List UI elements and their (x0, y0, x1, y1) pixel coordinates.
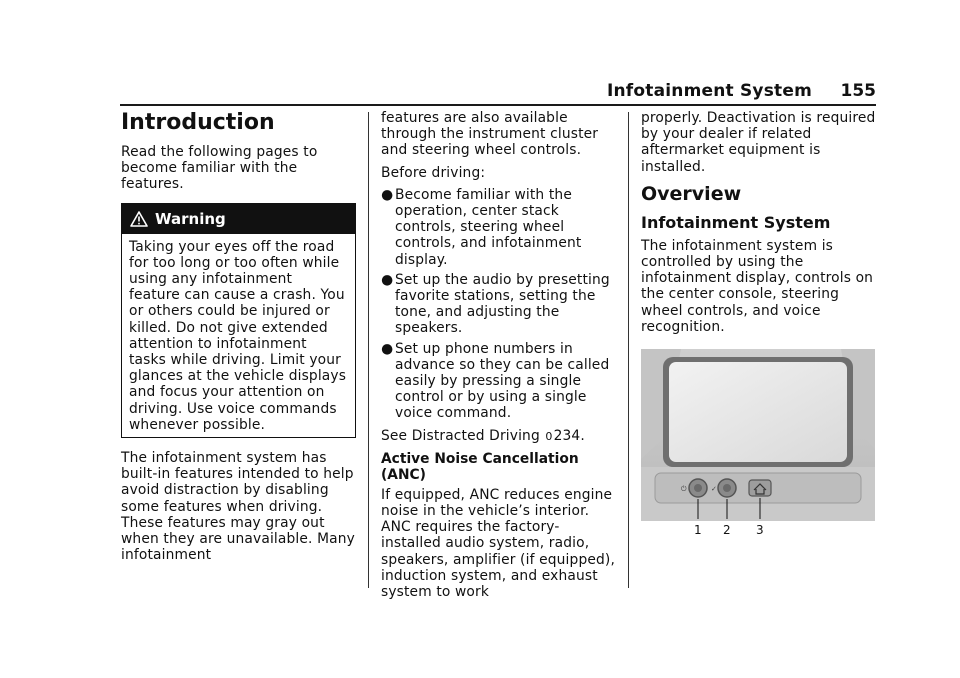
page-number: 155 (840, 81, 876, 101)
callout-2: 2 (723, 523, 731, 538)
column-divider (368, 112, 369, 588)
callout-1: 1 (694, 523, 702, 538)
infotainment-description: The infotainment system is controlled by using the infotainment display, controls on the center console, steering wheel controls, and voice recognition. (641, 237, 874, 335)
infotainment-illustration (641, 349, 875, 521)
bullet-icon: ● (381, 186, 394, 203)
column-2 (381, 110, 617, 606)
see-text[interactable]: See Distracted Driving (381, 427, 540, 444)
list-item (381, 187, 617, 268)
bullet-icon: ● (381, 340, 394, 357)
warning-text: Taking your eyes off the road for too long or too often while using any infotainment feature can cause a crash. You or others could be injured or killed. Do not give extended attention to infotainment tasks while driving. Limit your glances at the vehicle displays and focus your attention on driving. Use voice commands whenever possible. (129, 238, 347, 433)
warning-label: Warning (155, 209, 226, 228)
see-page[interactable]: 234. (553, 427, 585, 444)
distraction-paragraph: The infotainment system has built-in features intended to help avoid distraction by disabling some features when driving. These features may gray out when they are unavailable. Many infotainment (121, 450, 355, 564)
infotainment-display (669, 362, 847, 462)
warning-triangle-icon (130, 211, 148, 227)
warning-header (122, 204, 355, 234)
before-driving-list (381, 187, 617, 422)
column-1 (121, 110, 357, 569)
anc-paragraph: If equipped, ANC reduces engine noise in the vehicle’s interior. ANC requires the factory-installed audio system, radio, speakers, amplifier (if equipped), induction system, and exhaust system to work (381, 486, 615, 601)
infotainment-subheading: Infotainment System (641, 212, 831, 232)
bullet-icon: ● (381, 271, 394, 288)
list-item-text: Set up phone numbers in advance so they can be called easily by pressing a single control or by using a single voice command. (395, 340, 610, 422)
callout-3: 3 (756, 523, 764, 538)
features-paragraph: features are also available through the instrument cluster and steering wheel controls. (381, 110, 599, 159)
introduction-heading: Introduction (121, 110, 275, 135)
list-item-text: Set up the audio by presetting favorite stations, setting the tone, and adjusting the speakers. (395, 271, 610, 337)
deactivation-paragraph: properly. Deactivation is required by your dealer if related aftermarket equipment is installed. (641, 110, 876, 175)
intro-paragraph: Read the following pages to become familiar with the features. (121, 144, 318, 193)
page-reference-icon: 0 (545, 429, 553, 443)
see-reference (381, 428, 617, 445)
column-3 (641, 110, 877, 537)
overview-heading: Overview (641, 182, 742, 205)
section-title: Infotainment System (606, 81, 812, 101)
warning-body (122, 234, 355, 437)
infotainment-figure (641, 349, 875, 537)
list-item-text: Become familiar with the operation, center stack controls, steering wheel controls, and infotainment display. (395, 186, 582, 268)
column-divider (628, 112, 629, 588)
svg-text:✓: ✓ (711, 485, 717, 494)
svg-text:⏻: ⏻ (681, 485, 687, 494)
before-driving-label: Before driving: (381, 164, 486, 181)
header-rule (120, 104, 876, 106)
warning-box (121, 203, 356, 438)
list-item (381, 341, 617, 422)
anc-heading: Active Noise Cancellation (ANC) (381, 450, 579, 483)
list-item (381, 272, 617, 337)
